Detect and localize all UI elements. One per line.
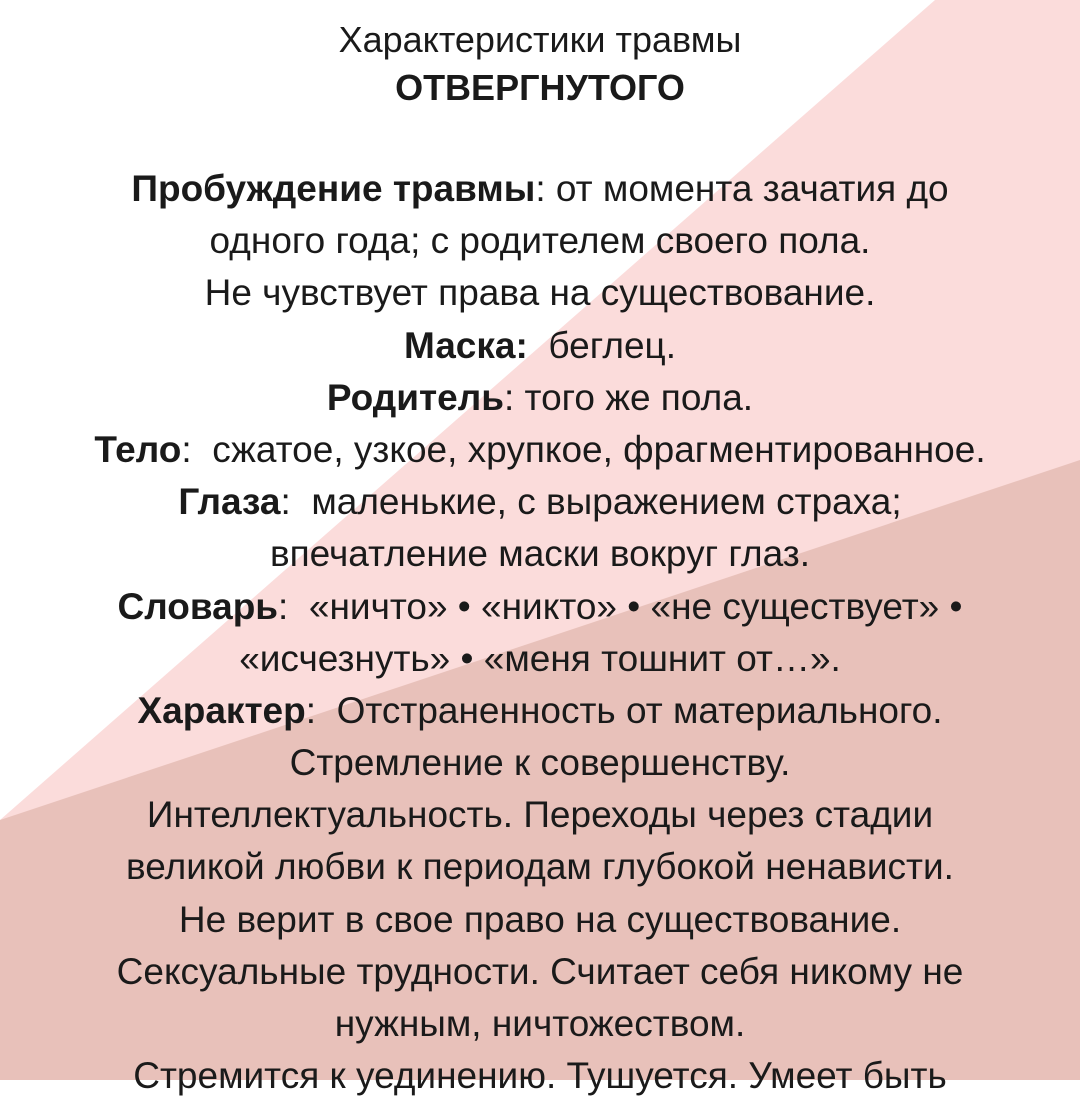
eyes-line-1 [0,476,1080,528]
body-text [0,163,1080,1102]
eyes-text-1: : маленькие, с выражением страха; [280,481,902,523]
character-line-2: Стремление к совершенству. [289,742,791,784]
character-label: Характер [137,689,306,731]
body-line [0,424,1080,476]
parent-label: Родитель [326,376,504,418]
awakening-line-2: одного года; с родителем своего пола. [209,220,871,262]
character-text-1: : Отстраненность от материального. [305,689,943,731]
vocabulary-line-2: «исчезнуть» • «меня тошнит от…». [239,637,841,679]
parent-text: : того же пола. [503,376,754,418]
character-line-8: Стремится к уединению. Тушуется. Умеет быть [133,1055,947,1097]
title-line-2: ОТВЕРГНУТОГО [395,67,685,108]
character-line-1 [0,685,1080,737]
eyes-label: Глаза [178,481,281,523]
mask-label: Маска: [403,324,528,366]
body-label: Тело [94,428,182,470]
character-line-6: Сексуальные трудности. Считает себя никому не [116,950,964,992]
vocabulary-label: Словарь [117,585,279,627]
vocabulary-line-1 [0,581,1080,633]
character-line-5: Не верит в свое право на существование. [178,898,902,940]
body-text-value: : сжатое, узкое, хрупкое, фрагментированное. [181,428,986,470]
mask-text: беглец. [527,324,677,366]
vocabulary-text-1: : «ничто» • «никто» • «не существует» • [278,585,963,627]
awakening-line-1 [0,163,1080,215]
character-line-4: великой любви к периодам глубокой ненависти. [126,846,954,888]
awakening-line-3: Не чувствует права на существование. [204,272,876,314]
awakening-label: Пробуждение травмы [131,168,536,209]
parent-line [0,372,1080,424]
eyes-line-2: впечатление маски вокруг глаз. [269,533,811,575]
character-line-3: Интеллектуальность. Переходы через стадии [146,794,934,836]
mask-line [0,320,1080,372]
title-line-1: Характеристики травмы [338,19,742,60]
awakening-text-1: : от момента зачатия до [535,168,949,209]
character-line-7: нужным, ничтожеством. [334,1003,746,1044]
